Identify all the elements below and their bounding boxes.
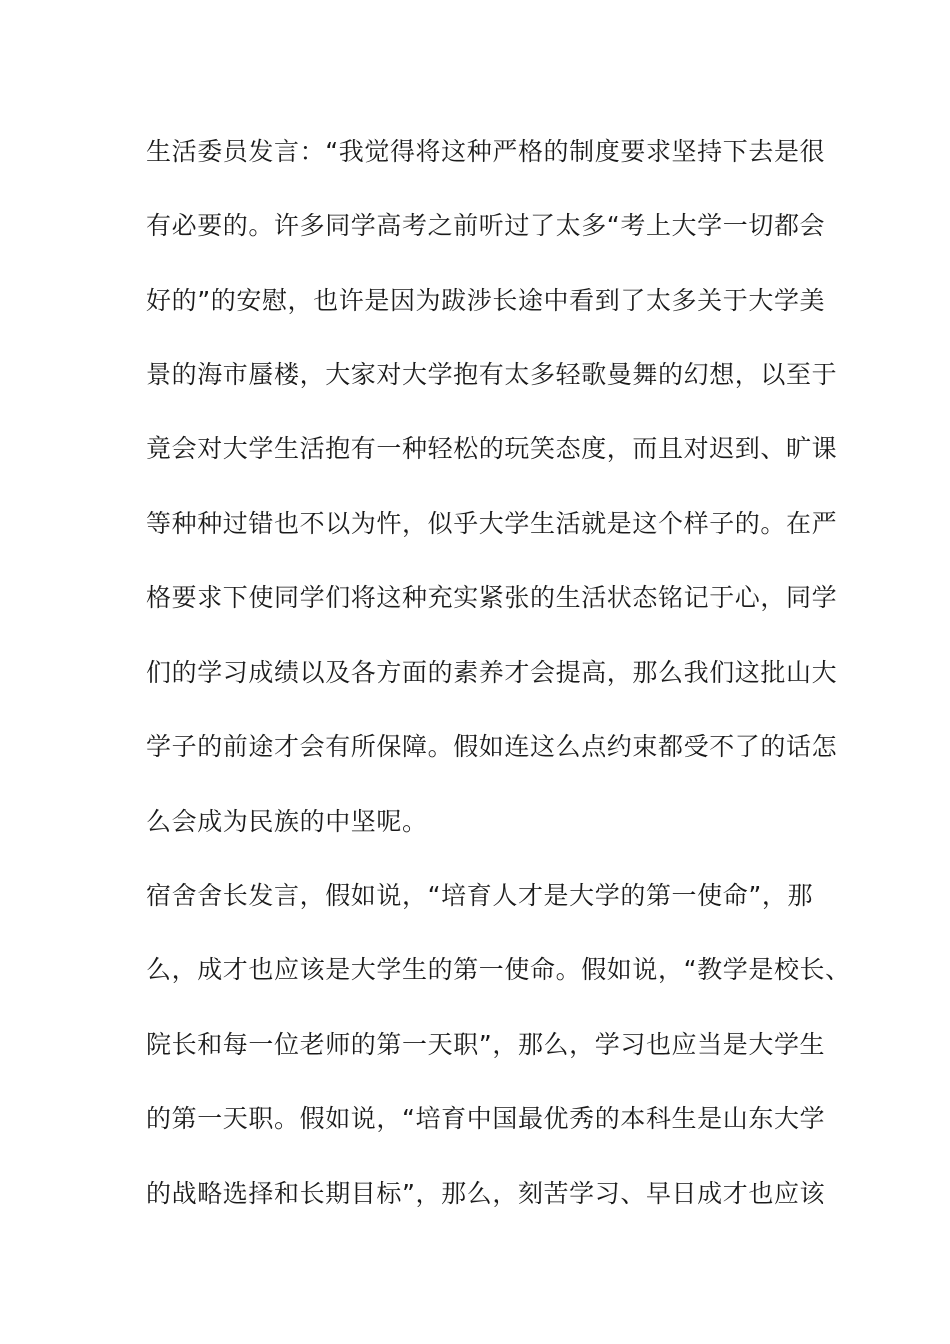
text-line: 么，成才也应该是大学生的第一使命。假如说，“教学是校长、 <box>146 955 851 984</box>
text-line: 格要求下使同学们将这种充实紧张的生活状态铭记于心，同学 <box>146 583 838 612</box>
text-line: 学子的前途才会有所保障。假如连这么点约束都受不了的话怎 <box>146 732 838 761</box>
text-line: 景的海市蜃楼，大家对大学抱有太多轻歌曼舞的幻想，以至于 <box>146 360 838 389</box>
text-line: 生活委员发言：“我觉得将这种严格的制度要求坚持下去是很 <box>146 137 826 166</box>
text-line: 有必要的。许多同学高考之前听过了太多“考上大学一切都会 <box>146 211 826 240</box>
text-line: 的战略选择和长期目标”，那么，刻苦学习、早日成才也应该 <box>146 1179 826 1208</box>
text-line: 宿舍舍长发言，假如说，“培育人才是大学的第一使命”，那 <box>146 881 814 910</box>
text-line: 好的”的安慰，也许是因为跋涉长途中看到了太多关于大学美 <box>146 286 826 315</box>
text-line: 等种种过错也不以为忤，似乎大学生活就是这个样子的。在严 <box>146 509 838 538</box>
text-line: 的第一天职。假如说，“培育中国最优秀的本科生是山东大学 <box>146 1104 826 1133</box>
text-line: 竟会对大学生活抱有一种轻松的玩笑态度，而且对迟到、旷课 <box>146 434 838 463</box>
text-line: 院长和每一位老师的第一天职”，那么，学习也应当是大学生 <box>146 1030 826 1059</box>
text-line: 们的学习成绩以及各方面的素养才会提高，那么我们这批山大 <box>146 658 838 687</box>
text-line: 么会成为民族的中坚呢。 <box>146 807 428 836</box>
